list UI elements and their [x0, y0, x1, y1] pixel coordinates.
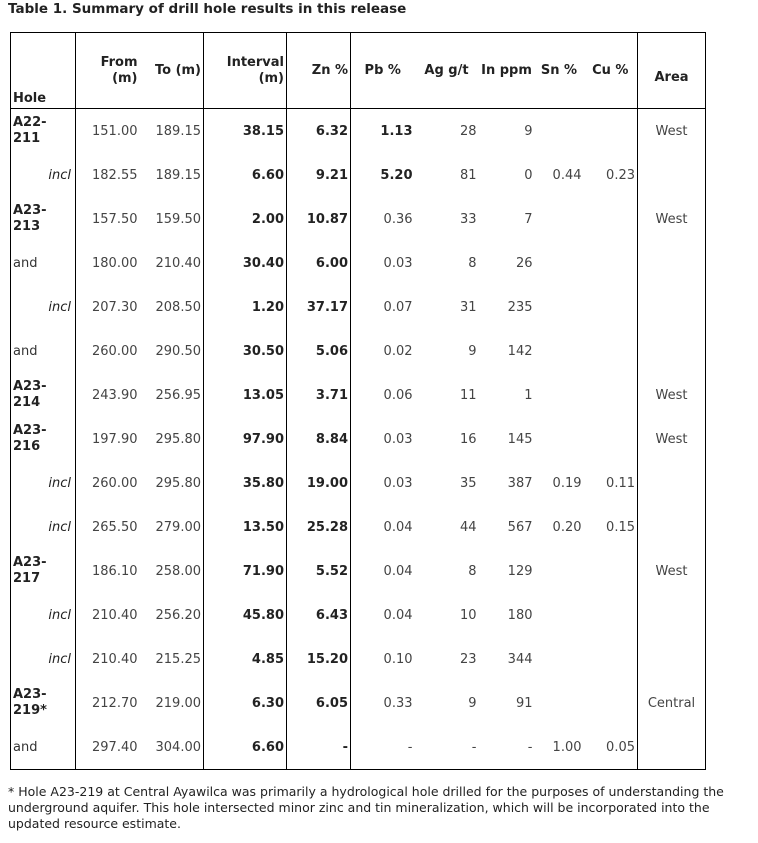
cell-hole: [11, 373, 76, 417]
cell-cu: [584, 373, 638, 417]
cell-sn: 0.19: [552, 475, 582, 491]
table-row: [11, 109, 706, 154]
cell-to: 279.00: [140, 505, 204, 549]
cell-sn: [535, 109, 584, 154]
cell-ag: 11: [459, 387, 477, 403]
cell-to: 258.00: [140, 549, 204, 593]
cell-cu: [584, 637, 638, 681]
cell-ag: 23: [459, 651, 477, 667]
header-row: [11, 33, 706, 109]
cell-ag: 9: [468, 343, 477, 359]
cell-in: 9: [524, 123, 533, 139]
cell-to: 208.50: [140, 285, 204, 329]
cell-ag: 9: [468, 695, 477, 711]
cell-cu: [584, 549, 638, 593]
cell-interval: 4.85: [204, 637, 287, 681]
hole-id: A23-213: [13, 203, 47, 234]
cell-zn: 6.05: [287, 681, 351, 725]
table-row: [11, 549, 706, 593]
cell-in: 145: [507, 431, 533, 447]
hole-qualifier: incl: [48, 475, 71, 491]
cell-from: 212.70: [92, 695, 138, 711]
cell-ag: 35: [459, 475, 477, 491]
cell-to: 295.80: [140, 461, 204, 505]
cell-zn: 37.17: [287, 285, 351, 329]
cell-interval: 45.80: [204, 593, 287, 637]
cell-in: 91: [515, 695, 533, 711]
cell-interval: 6.60: [204, 153, 287, 197]
cell-interval: 38.15: [204, 109, 287, 154]
cell-from: 207.30: [92, 299, 138, 315]
cell-zn: 15.20: [287, 637, 351, 681]
cell-from: 182.55: [92, 167, 138, 183]
cell-pb: 0.06: [383, 387, 413, 403]
cell-hole: [11, 153, 76, 197]
cell-in: 344: [507, 651, 533, 667]
cell-pb: 0.03: [383, 255, 413, 271]
cell-area: Central: [638, 681, 706, 725]
cell-ag: 10: [459, 607, 477, 623]
cell-from: 260.00: [92, 343, 138, 359]
cell-interval: 1.20: [204, 285, 287, 329]
cell-to: 290.50: [140, 329, 204, 373]
cell-to: 159.50: [140, 197, 204, 241]
cell-to: 189.15: [140, 109, 204, 154]
cell-from: 265.50: [92, 519, 138, 535]
cell-sn: [535, 197, 584, 241]
hole-qualifier: and: [13, 255, 38, 271]
cell-to: 215.25: [140, 637, 204, 681]
cell-from: 151.00: [92, 123, 138, 139]
cell-cu: 0.05: [584, 725, 638, 770]
cell-pb: 0.36: [383, 211, 413, 227]
header-hole: Hole: [11, 33, 76, 109]
cell-pb: 0.04: [383, 607, 413, 623]
cell-ag: 81: [459, 167, 477, 183]
cell-hole: [11, 197, 76, 241]
cell-in: 567: [507, 519, 533, 535]
table-row: [11, 417, 706, 461]
cell-ag: 28: [459, 123, 477, 139]
cell-area: [638, 461, 706, 505]
cell-cu: [584, 681, 638, 725]
cell-interval: 30.50: [204, 329, 287, 373]
cell-from: 157.50: [92, 211, 138, 227]
cell-area: [638, 153, 706, 197]
table-row: [11, 593, 706, 637]
cell-sn: [535, 593, 584, 637]
cell-to: 189.15: [140, 153, 204, 197]
cell-interval: 13.05: [204, 373, 287, 417]
cell-in: 142: [507, 343, 533, 359]
cell-pb: 1.13: [380, 123, 413, 139]
cell-area: [638, 725, 706, 770]
cell-cu: 0.11: [584, 461, 638, 505]
cell-interval: 6.30: [204, 681, 287, 725]
cell-cu: [584, 593, 638, 637]
cell-pb: 0.04: [383, 563, 413, 579]
cell-ag: 33: [459, 211, 477, 227]
cell-ag: -: [415, 725, 479, 770]
header-from: From (m): [76, 33, 140, 109]
cell-interval: 30.40: [204, 241, 287, 285]
table-row: [11, 725, 706, 770]
cell-to: 295.80: [140, 417, 204, 461]
cell-area: [638, 505, 706, 549]
cell-zn: 8.84: [287, 417, 351, 461]
cell-zn: 5.06: [287, 329, 351, 373]
cell-hole: [11, 241, 76, 285]
table-row: [11, 197, 706, 241]
cell-cu: [584, 109, 638, 154]
cell-zn: 5.52: [287, 549, 351, 593]
hole-qualifier: incl: [48, 651, 71, 667]
cell-area: [638, 637, 706, 681]
cell-from: 197.90: [92, 431, 138, 447]
cell-zn: 25.28: [287, 505, 351, 549]
cell-ag: 8: [468, 255, 477, 271]
cell-from: 186.10: [92, 563, 138, 579]
cell-sn: 0.44: [552, 167, 582, 183]
cell-in: 180: [507, 607, 533, 623]
cell-hole: [11, 417, 76, 461]
cell-interval: 35.80: [204, 461, 287, 505]
table-title: Table 1. Summary of drill hole results in this release: [8, 1, 407, 17]
header-ag: Ag g/t: [415, 33, 479, 109]
cell-pb: 5.20: [380, 167, 413, 183]
header-in: In ppm: [479, 33, 535, 109]
cell-ag: 8: [468, 563, 477, 579]
cell-hole: [11, 593, 76, 637]
table-row: [11, 505, 706, 549]
hole-qualifier: incl: [48, 167, 71, 183]
cell-area: [638, 285, 706, 329]
table-row: [11, 153, 706, 197]
cell-from: 260.00: [92, 475, 138, 491]
cell-ag: 31: [459, 299, 477, 315]
cell-hole: [11, 109, 76, 154]
cell-from: 210.40: [92, 651, 138, 667]
cell-to: 304.00: [140, 725, 204, 770]
cell-area: [638, 329, 706, 373]
table-row: [11, 329, 706, 373]
header-sn: Sn %: [535, 33, 584, 109]
cell-area: West: [638, 417, 706, 461]
cell-pb: -: [351, 725, 415, 770]
hole-qualifier: incl: [48, 299, 71, 315]
header-zn: Zn %: [287, 33, 351, 109]
header-pb: Pb %: [351, 33, 415, 109]
cell-area: [638, 241, 706, 285]
cell-hole: [11, 637, 76, 681]
cell-sn: [535, 681, 584, 725]
cell-pb: 0.03: [383, 431, 413, 447]
cell-to: 210.40: [140, 241, 204, 285]
cell-cu: [584, 417, 638, 461]
cell-in: 26: [515, 255, 533, 271]
cell-pb: 0.04: [383, 519, 413, 535]
cell-pb: 0.33: [383, 695, 413, 711]
cell-in: 235: [507, 299, 533, 315]
cell-sn: 1.00: [535, 725, 584, 770]
cell-sn: [535, 285, 584, 329]
cell-interval: 13.50: [204, 505, 287, 549]
cell-cu: [584, 285, 638, 329]
cell-from: 210.40: [92, 607, 138, 623]
cell-pb: 0.02: [383, 343, 413, 359]
cell-interval: 97.90: [204, 417, 287, 461]
cell-cu: [584, 197, 638, 241]
cell-from: 297.40: [76, 725, 140, 770]
cell-sn: [535, 373, 584, 417]
cell-zn: 10.87: [287, 197, 351, 241]
hole-id: A23-214: [13, 379, 47, 410]
cell-zn: 6.32: [287, 109, 351, 154]
hole-id: A22-211: [13, 115, 47, 146]
table-row: [11, 461, 706, 505]
cell-area: West: [638, 549, 706, 593]
cell-cu: 0.23: [584, 153, 638, 197]
cell-interval: 2.00: [204, 197, 287, 241]
cell-zn: 6.43: [287, 593, 351, 637]
cell-to: 219.00: [140, 681, 204, 725]
cell-hole: [11, 549, 76, 593]
cell-in: 387: [507, 475, 533, 491]
hole-id: A23-216: [13, 423, 47, 454]
cell-pb: 0.03: [383, 475, 413, 491]
cell-from: 243.90: [92, 387, 138, 403]
cell-sn: [535, 417, 584, 461]
cell-zn: 6.00: [287, 241, 351, 285]
cell-hole: [11, 461, 76, 505]
cell-to: 256.20: [140, 593, 204, 637]
table-row: [11, 241, 706, 285]
cell-in: 129: [507, 563, 533, 579]
drill-results-table: [10, 32, 706, 770]
cell-in: 1: [524, 387, 533, 403]
cell-area: West: [638, 373, 706, 417]
cell-area: West: [638, 109, 706, 154]
cell-zn: -: [287, 725, 351, 770]
cell-hole: [11, 285, 76, 329]
hole-qualifier: and: [13, 343, 38, 359]
cell-pb: 0.07: [383, 299, 413, 315]
cell-sn: 0.20: [552, 519, 582, 535]
cell-sn: [535, 549, 584, 593]
header-cu: Cu %: [584, 33, 638, 109]
hole-qualifier: incl: [48, 519, 71, 535]
header-interval: Interval (m): [204, 33, 287, 109]
hole-qualifier: and: [13, 739, 38, 755]
header-to: To (m): [140, 33, 204, 109]
cell-cu: [584, 329, 638, 373]
cell-sn: [535, 241, 584, 285]
cell-interval: 71.90: [204, 549, 287, 593]
cell-interval: 6.60: [204, 725, 287, 770]
cell-sn: [535, 329, 584, 373]
table-row: [11, 373, 706, 417]
cell-in: 7: [524, 211, 533, 227]
cell-ag: 16: [459, 431, 477, 447]
hole-id: A23-219*: [13, 687, 47, 718]
cell-pb: 0.10: [383, 651, 413, 667]
cell-from: 180.00: [92, 255, 138, 271]
hole-id: A23-217: [13, 555, 47, 586]
cell-zn: 19.00: [287, 461, 351, 505]
cell-cu: 0.15: [584, 505, 638, 549]
cell-zn: 3.71: [287, 373, 351, 417]
cell-hole: [11, 725, 76, 770]
footnote: * Hole A23-219 at Central Ayawilca was primarily a hydrological hole drilled for the purposes of understanding the underground aquifer. This hole intersected minor zinc and tin mineralization, which will be incorporated into the updated resource estimate.: [8, 784, 724, 831]
cell-area: West: [638, 197, 706, 241]
cell-hole: [11, 681, 76, 725]
table-row: [11, 285, 706, 329]
cell-hole: [11, 505, 76, 549]
cell-in: 0: [524, 167, 533, 183]
cell-sn: [535, 637, 584, 681]
cell-cu: [584, 241, 638, 285]
cell-hole: [11, 329, 76, 373]
cell-zn: 9.21: [287, 153, 351, 197]
cell-to: 256.95: [140, 373, 204, 417]
cell-in: -: [479, 725, 535, 770]
hole-qualifier: incl: [48, 607, 71, 623]
cell-ag: 44: [459, 519, 477, 535]
table-row: [11, 637, 706, 681]
cell-area: [638, 593, 706, 637]
table-row: [11, 681, 706, 725]
header-area: Area: [638, 33, 706, 109]
